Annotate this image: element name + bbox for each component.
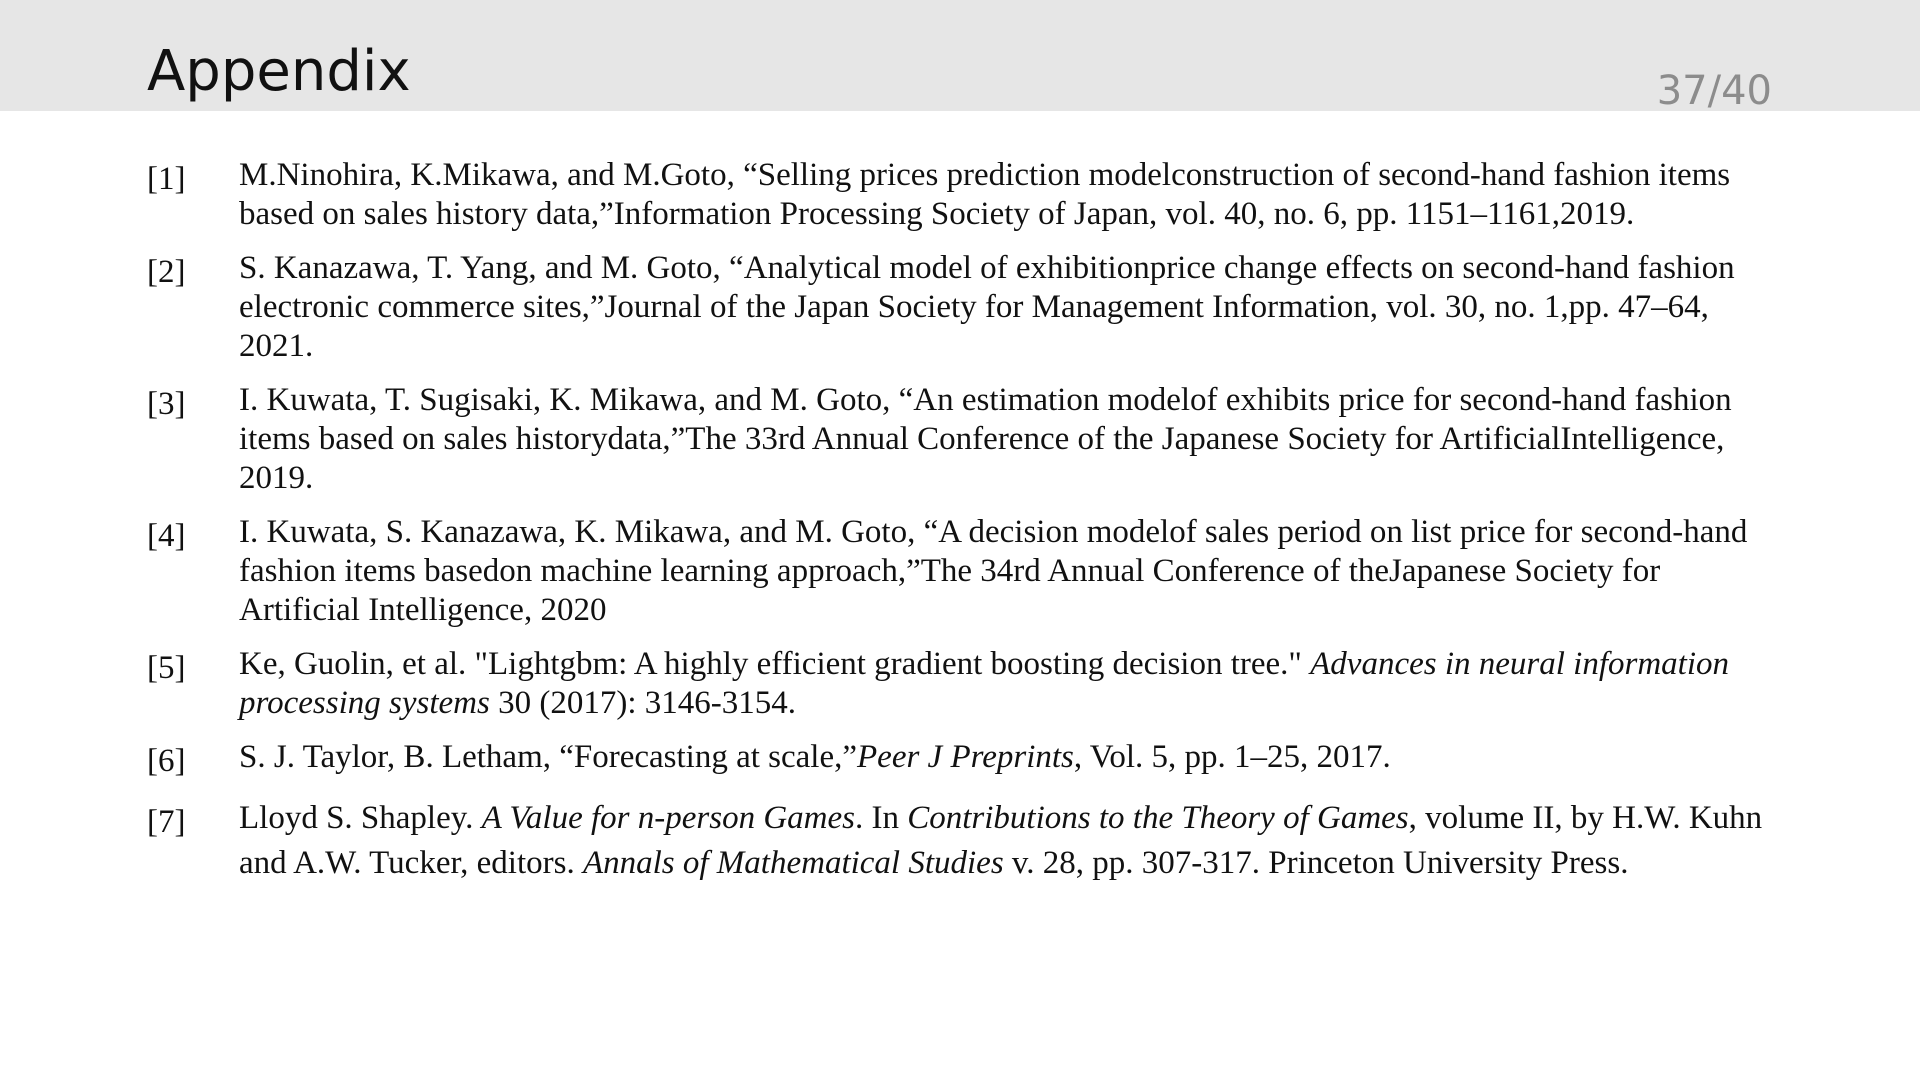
reference-text (239, 738, 1787, 781)
reference-text-part: . In (854, 800, 908, 836)
reference-item (147, 513, 1787, 630)
reference-journal-title: Peer J Preprints (857, 739, 1074, 775)
reference-number: [6] (147, 743, 186, 779)
reference-item (147, 381, 1787, 498)
reference-text (239, 645, 1787, 723)
reference-text-part: , volume II, by H.W. Kuhn and A.W. Tucker, editors. (239, 800, 1763, 881)
reference-text-part: v. 28, pp. 307-317. Princeton University Press. (1003, 845, 1629, 881)
reference-item (147, 156, 1787, 234)
reference-item (147, 738, 1787, 781)
reference-text-part: , Vol. 5, pp. 1–25, 2017. (1073, 739, 1391, 775)
reference-list (147, 156, 1787, 901)
reference-text-part: M.Ninohira, K.Mikawa, and M.Goto, “Selling prices prediction modelconstruction of second-hand fashion items based on sales history data,”Information Processing Society of Japan, vol. 40, no. 6, pp. 1151–1161,2019. (239, 157, 1731, 232)
reference-item (147, 796, 1787, 886)
reference-text (239, 156, 1787, 234)
reference-text-part: I. Kuwata, T. Sugisaki, K. Mikawa, and M. Goto, “An estimation modelof exhibits price for second-hand fashion items based on sales historydata,”The 33rd Annual Conference of the Japanese Society for ArtificialIntelligence, 2019. (239, 382, 1732, 496)
reference-number: [5] (147, 650, 186, 686)
page-number: 37/40 (1656, 68, 1772, 114)
reference-number: [2] (147, 254, 186, 290)
reference-text (239, 381, 1787, 498)
reference-item (147, 249, 1787, 366)
reference-text-part: Lloyd S. Shapley. (239, 800, 482, 836)
reference-series-title: Annals of Mathematical Studies (582, 845, 1004, 881)
reference-item (147, 645, 1787, 723)
reference-text (239, 796, 1787, 886)
reference-text (239, 513, 1787, 630)
reference-text-part: Ke, Guolin, et al. "Lightgbm: A highly efficient gradient boosting decision tree." (239, 646, 1311, 682)
reference-book-title: Contributions to the Theory of Games (907, 800, 1409, 836)
reference-text-part: 30 (2017): 3146-3154. (489, 685, 796, 721)
slide-header (0, 0, 1920, 114)
reference-journal-title: Advances in neural information processing systems (239, 646, 1730, 721)
reference-number: [1] (147, 161, 186, 197)
reference-text (239, 249, 1787, 366)
reference-text-part: I. Kuwata, S. Kanazawa, K. Mikawa, and M. Goto, “A decision modelof sales period on list price for second-hand fashion items basedon machine learning approach,”The 34rd Annual Conference of theJapanese Society for Artificial Intelligence, 2020 (239, 514, 1748, 628)
reference-number: [7] (147, 804, 186, 840)
slide-title: Appendix (147, 39, 411, 104)
reference-text-part: S. Kanazawa, T. Yang, and M. Goto, “Analytical model of exhibitionprice change effects on second-hand fashion electronic commerce sites,”Journal of the Japan Society for Management Information, vol. 30, no. 1,pp. 47–64, 2021. (239, 250, 1735, 364)
reference-number: [4] (147, 518, 186, 554)
reference-book-title: A Value for n-person Games (481, 800, 855, 836)
reference-number: [3] (147, 386, 186, 422)
reference-text-part: S. J. Taylor, B. Letham, “Forecasting at scale,” (239, 739, 858, 775)
